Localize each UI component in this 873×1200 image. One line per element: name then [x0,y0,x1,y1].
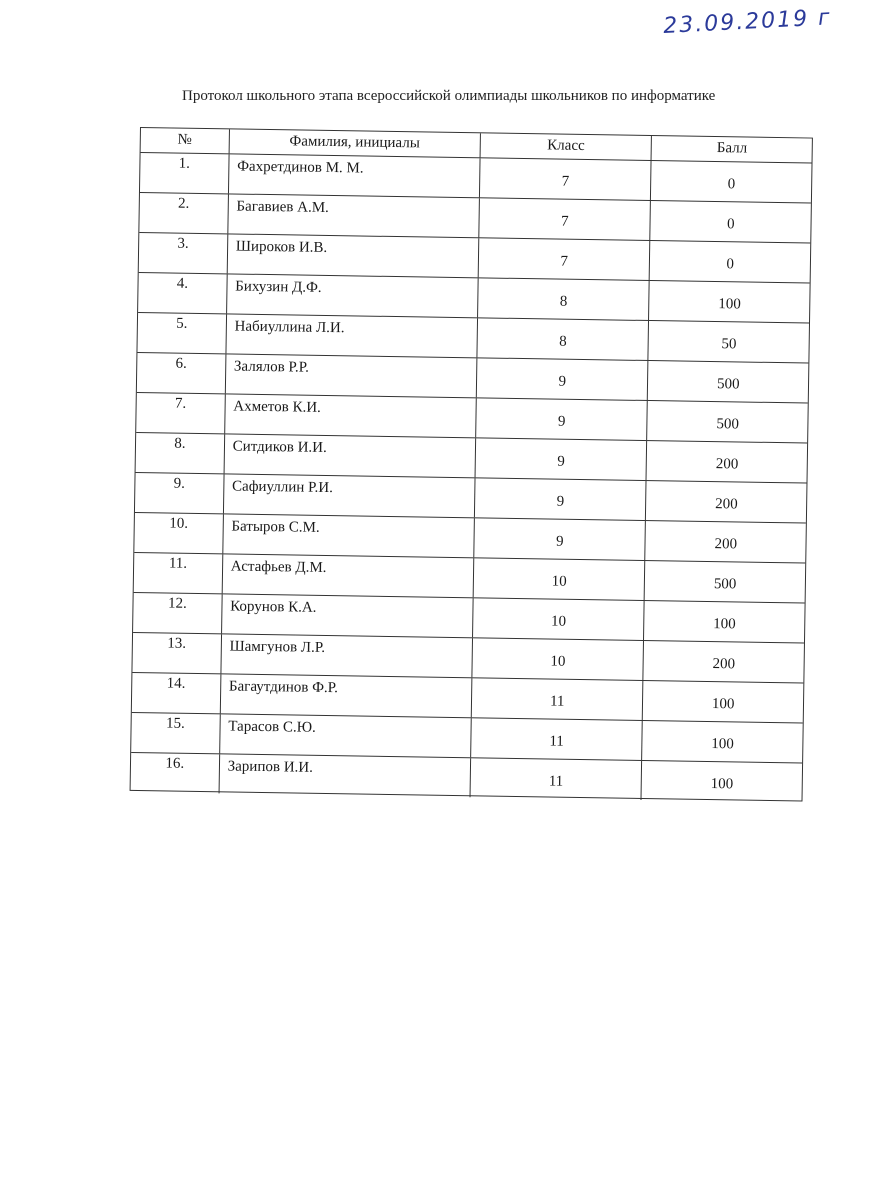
student-score: 100 [643,601,804,643]
document-title: Протокол школьного этапа всероссийской олимпиады школьников по информатике [182,88,716,104]
student-class: 10 [472,598,644,640]
row-number: 3. [177,235,189,252]
student-class: 10 [473,558,645,600]
student-score: 100 [641,761,802,803]
student-name: Астафьев Д.М. [221,554,473,597]
student-class: 11 [470,718,642,760]
header-name: Фамилия, инициалы [228,129,480,157]
student-score: 100 [649,281,810,323]
student-name: Багаутдинов Ф.Р. [220,674,472,717]
student-class: 9 [473,518,645,560]
row-number: 2. [177,195,190,212]
student-score: 200 [645,481,806,523]
student-score: 200 [645,521,806,563]
results-table [130,127,813,801]
row-number: 1. [178,155,191,172]
student-score: 500 [647,361,808,403]
student-score: 500 [647,401,808,443]
student-name: Шамгунов Л.Р. [220,634,472,677]
row-number: 8. [174,435,186,452]
student-name: Батыров С.М. [222,514,474,557]
student-name: Багавиев А.М. [227,194,479,237]
student-score: 500 [644,561,805,603]
student-name: Сафиуллин Р.И. [223,474,475,517]
student-score: 0 [650,161,811,203]
student-score: 50 [648,321,809,363]
student-class: 8 [477,278,649,320]
row-number: 16. [165,755,185,772]
table-body [131,152,812,802]
student-name: Фахретдинов М. М. [228,154,480,197]
student-class: 8 [476,318,648,360]
row-number: 14. [166,675,186,692]
student-score: 100 [642,721,803,763]
row-number: 7. [174,395,187,412]
student-class: 7 [478,198,650,240]
student-class: 9 [475,438,647,480]
header-class: Класс [480,133,652,160]
header-score: Балл [651,136,812,163]
row-number: 12. [167,595,187,612]
student-name: Бихузин Д.Ф. [226,274,478,317]
student-score: 200 [643,641,804,683]
student-class: 11 [471,678,643,720]
student-name: Набиуллина Л.И. [225,314,477,357]
row-number: 5. [176,315,188,332]
student-score: 0 [649,241,810,283]
student-class: 7 [479,158,651,200]
student-name: Корунов К.А. [221,594,473,637]
student-class: 7 [478,238,650,280]
row-number: 15. [165,715,185,732]
row-number: 4. [176,275,189,292]
student-class: 9 [475,398,647,440]
student-name: Зарипов И.И. [218,754,470,797]
student-name: Ахметов К.И. [224,394,476,437]
student-class: 10 [471,638,643,680]
student-name: Залялов Р.Р. [225,354,477,397]
student-name: Ситдиков И.И. [223,434,475,477]
student-score: 0 [650,201,811,243]
row-number: 6. [175,355,187,372]
row-number: 13. [167,635,187,652]
header-num: № [177,131,192,148]
row-number: 11. [168,555,188,572]
student-class: 11 [470,758,642,800]
student-score: 200 [646,441,807,483]
handwritten-date: 23.09.2019 г [662,5,833,39]
row-number: 9. [173,475,186,492]
student-name: Широков И.В. [226,234,478,277]
student-name: Тарасов С.Ю. [219,714,471,757]
student-class: 9 [474,478,646,520]
student-class: 9 [476,358,648,400]
student-score: 100 [642,681,803,723]
row-number: 10. [169,515,189,532]
